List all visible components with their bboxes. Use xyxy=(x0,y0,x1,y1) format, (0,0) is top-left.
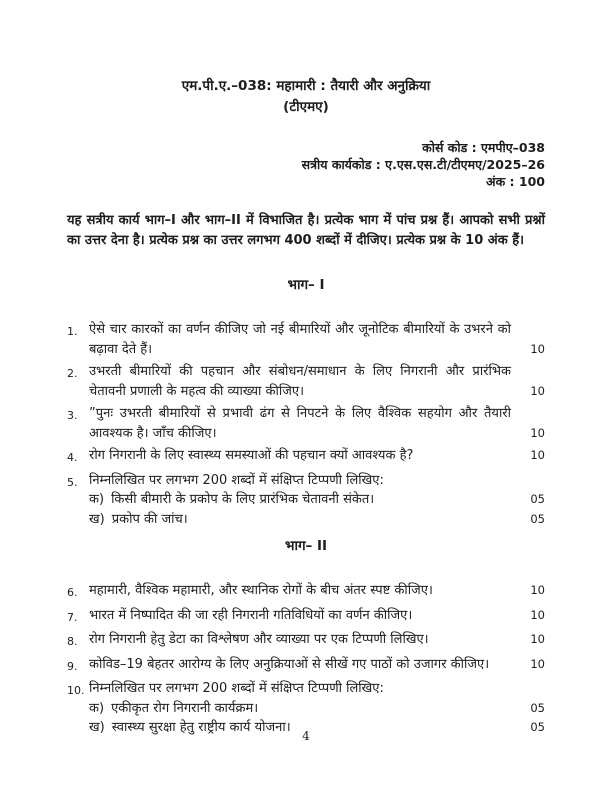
question-marks: 10 xyxy=(530,425,545,440)
question-text: उभरती बीमारियों की पहचान और संबोधन/समाधान के लिए निगरानी और प्रारंभिक चेतावनी प्रणाली के महत्व की व्याख्या कीजिए। xyxy=(89,364,511,399)
subpart-marks: 05 xyxy=(530,492,545,506)
questions-part-1 xyxy=(67,320,545,529)
section-heading-part-2: भाग– II xyxy=(284,538,328,554)
question-1 xyxy=(67,320,545,359)
question-marks: 10 xyxy=(530,448,545,462)
question-text: निम्नलिखित पर लगभग 200 शब्दों में संक्षिप्त टिप्पणी लिखिए: xyxy=(89,472,384,488)
subpart-label: क) xyxy=(89,700,105,716)
question-8 xyxy=(67,630,545,652)
total-marks: अंक : 100 xyxy=(486,174,545,189)
instructions-paragraph: यह सत्रीय कार्य भाग–I और भाग–II में विभाजित है। प्रत्येक भाग में पांच प्रश्न हैं। आपको सभी प्रश्नों का उत्तर देना है। प्रत्येक प्रश्न का उत्तर लगभग 400 शब्दों में दीजिए। प्रत्येक प्रश्न के 10 अंक हैं। xyxy=(67,213,545,248)
section-heading-part-1: भाग– I xyxy=(287,277,325,293)
question-marks: 10 xyxy=(530,383,545,398)
subpart-text: किसी बीमारी के प्रकोप के लिए प्रारंभिक चेतावनी संकेत। xyxy=(111,492,375,507)
title-block xyxy=(67,0,545,118)
course-meta xyxy=(67,139,545,190)
page-number: 4 xyxy=(302,729,310,743)
question-number: 5. xyxy=(67,475,78,489)
subpart-label: क) xyxy=(89,492,105,507)
course-subtitle: (टीएमए) xyxy=(283,99,329,115)
subpart-text: स्वास्थ्य सुरक्षा हेतु राष्ट्रीय कार्य योजना। xyxy=(111,720,291,735)
question-4 xyxy=(67,446,545,468)
course-code: कोर्स कोड : एमपीए–038 xyxy=(422,140,545,155)
question-number: 6. xyxy=(67,586,78,599)
question-3 xyxy=(67,404,545,443)
question-5-subpart-a xyxy=(89,490,545,510)
question-text: ”पुनः उभरती बीमारियों से प्रभावी ढंग से निपटने के लिए वैश्विक सहयोग और तैयारी आवश्यक है। जाँच कीजिए। xyxy=(89,406,511,441)
questions-part-2 xyxy=(67,581,545,738)
question-marks: 10 xyxy=(530,656,545,671)
question-text: महामारी, वैश्विक महामारी, और स्थानिक रोगों के बीच अंतर स्पष्ट कीजिए। xyxy=(89,583,433,598)
question-marks: 10 xyxy=(530,632,545,646)
question-2 xyxy=(67,362,545,401)
question-number: 9. xyxy=(67,659,78,673)
question-text: कोविड–19 बेहतर आरोग्य के लिए अनुक्रियाओं से सीखें गए पाठों को उजागर कीजिए। xyxy=(89,656,490,672)
subpart-text: एकीकृत रोग निगरानी कार्यक्रम। xyxy=(111,700,259,716)
question-5-subpart-b xyxy=(89,510,545,530)
question-number: 10. xyxy=(67,684,85,697)
question-marks: 10 xyxy=(530,583,545,597)
subpart-text: प्रकोप की जांच। xyxy=(111,511,188,527)
question-5 xyxy=(67,471,545,530)
question-number: 4. xyxy=(67,451,78,464)
subpart-marks: 05 xyxy=(530,720,545,734)
question-10-subpart-a xyxy=(89,699,545,719)
question-9 xyxy=(67,655,545,677)
question-6 xyxy=(67,581,545,603)
question-text: निम्नलिखित पर लगभग 200 शब्दों में संक्षिप्त टिप्पणी लिखिए: xyxy=(89,681,384,696)
subpart-marks: 05 xyxy=(530,700,545,715)
question-number: 3. xyxy=(67,409,78,422)
subpart-label: ख) xyxy=(89,720,105,735)
question-number: 1. xyxy=(67,325,78,338)
subpart-marks: 05 xyxy=(530,511,545,526)
question-text: रोग निगरानी के लिए स्वास्थ्य समस्याओं की पहचान क्यों आवश्यक है? xyxy=(89,448,414,463)
question-marks: 10 xyxy=(530,607,545,622)
session-assignment-code: सत्रीय कार्यकोड : ए.एस.एस.टी/टीएमए/2025–26 xyxy=(301,157,545,172)
subpart-label: ख) xyxy=(89,511,105,527)
question-number: 2. xyxy=(67,367,78,380)
question-marks: 10 xyxy=(530,341,545,356)
question-number: 7. xyxy=(67,610,78,624)
question-text: ऐसे चार कारकों का वर्णन कीजिए जो नई बीमारियों और जूनोटिक बीमारियों के उभरने को बढ़ावा देते हैं। xyxy=(89,322,511,357)
question-7 xyxy=(67,606,545,628)
question-text: भारत में निष्पादित की जा रही निगरानी गतिविधियों का वर्णन कीजिए। xyxy=(89,607,413,623)
question-text: रोग निगरानी हेतु डेटा का विश्लेषण और व्याख्या पर एक टिप्पणी लिखिए। xyxy=(89,632,429,647)
course-title: एम.पी.ए.–038: महामारी : तैयारी और अनुक्रिया xyxy=(181,78,431,94)
question-number: 8. xyxy=(67,635,78,648)
